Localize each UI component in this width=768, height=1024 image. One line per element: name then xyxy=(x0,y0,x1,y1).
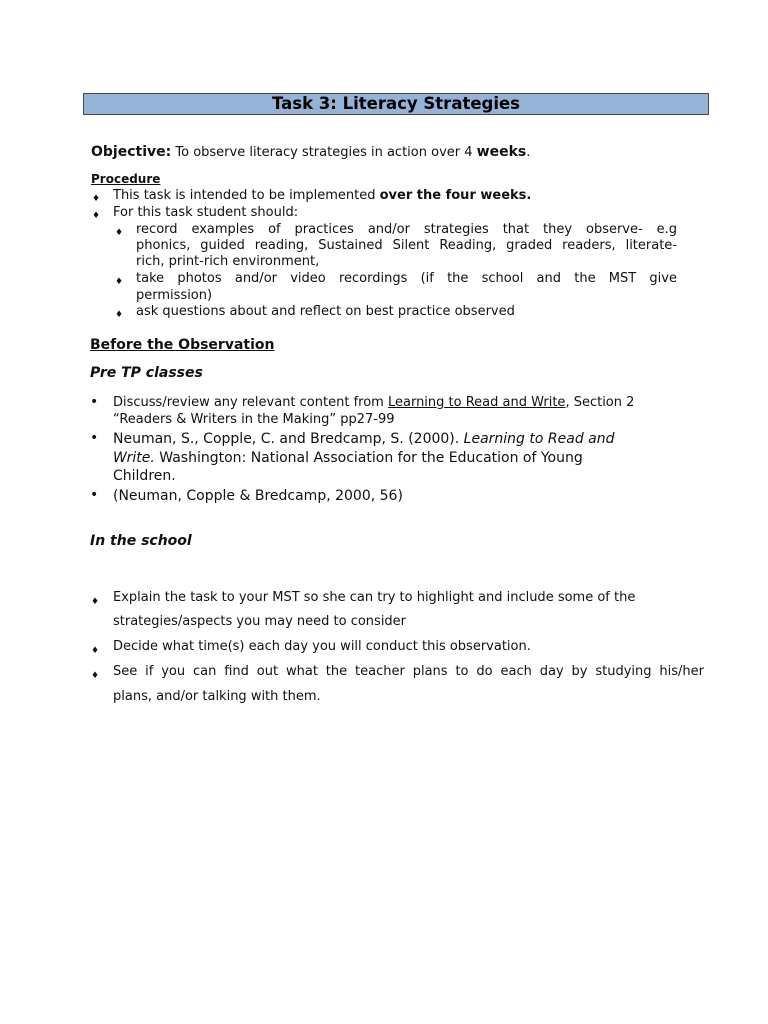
diamond-bullet-icon: ♦ xyxy=(92,211,101,221)
objective-line xyxy=(91,144,530,160)
in-school-heading: In the school xyxy=(90,533,192,549)
pre-tp-item-2-line-2: Write. Washington: National Association for the Education of Young xyxy=(113,450,583,466)
in-school-item-3-line-2: plans, and/or talking with them. xyxy=(113,689,321,704)
objective-period: . xyxy=(526,145,531,160)
page-title: Task 3: Literacy Strategies xyxy=(83,93,709,115)
dot-bullet-icon: • xyxy=(90,430,99,446)
objective-weeks: weeks xyxy=(476,144,527,160)
pre-tp-item-1-line-2: “Readers & Writers in the Making” pp27-99 xyxy=(113,412,395,427)
diamond-bullet-icon: ♦ xyxy=(91,671,100,681)
objective-text: To observe literacy strategies in action over 4 xyxy=(175,145,473,160)
diamond-bullet-icon: ♦ xyxy=(91,646,100,656)
diamond-bullet-icon: ♦ xyxy=(115,310,124,320)
procedure-heading: Procedure xyxy=(91,172,161,186)
procedure-sub-1-line-1: record examples of practices and/or strategies that they observe- e.g xyxy=(136,222,677,237)
procedure-sub-1-line-2: phonics, guided reading, Sustained Silent Reading, graded readers, literate- xyxy=(136,238,677,253)
procedure-sub-1-line-3: rich, print-rich environment, xyxy=(136,254,320,269)
in-school-item-1-line-2: strategies/aspects you may need to consider xyxy=(113,614,407,629)
pre-tp-item-2-line-3: Children. xyxy=(113,468,176,484)
pre-tp-item-2-line-1: Neuman, S., Copple, C. and Bredcamp, S. (2000). Learning to Read and xyxy=(113,431,615,447)
dot-bullet-icon: • xyxy=(90,394,99,410)
pre-tp-item-1-line-1: Discuss/review any relevant content from Learning to Read and Write, Section 2 xyxy=(113,395,635,410)
objective-label: Objective: xyxy=(91,144,172,160)
diamond-bullet-icon: ♦ xyxy=(91,597,100,607)
learning-to-read-link[interactable]: Learning to Read and Write xyxy=(387,395,566,410)
procedure-sub-3: ask questions about and reflect on best practice observed xyxy=(136,304,515,319)
before-observation-heading: Before the Observation xyxy=(90,337,275,353)
diamond-bullet-icon: ♦ xyxy=(115,228,124,238)
in-school-item-1-line-1: Explain the task to your MST so she can try to highlight and include some of the xyxy=(113,590,636,605)
dot-bullet-icon: • xyxy=(90,487,99,503)
procedure-sub-2-line-2: permission) xyxy=(136,288,213,303)
pre-tp-item-3: (Neuman, Copple & Bredcamp, 2000, 56) xyxy=(113,488,403,504)
in-school-item-2: Decide what time(s) each day you will conduct this observation. xyxy=(113,639,531,654)
procedure-item-1: This task is intended to be implemented over the four weeks. xyxy=(113,188,532,203)
procedure-item-1-bold: over the four weeks. xyxy=(379,188,532,203)
procedure-item-2: For this task student should: xyxy=(113,205,299,220)
in-school-item-3-line-1: See if you can find out what the teacher plans to do each day by studying his/her xyxy=(113,664,704,679)
diamond-bullet-icon: ♦ xyxy=(115,277,124,287)
procedure-sub-2-line-1: take photos and/or video recordings (if the school and the MST give xyxy=(136,271,677,286)
pre-tp-heading: Pre TP classes xyxy=(90,365,203,381)
diamond-bullet-icon: ♦ xyxy=(92,194,101,204)
